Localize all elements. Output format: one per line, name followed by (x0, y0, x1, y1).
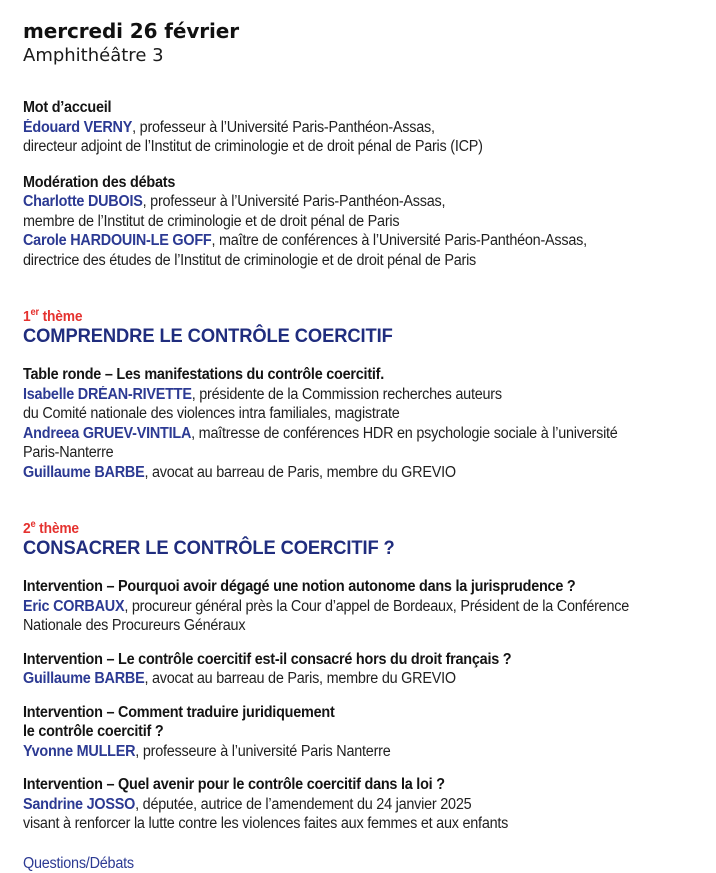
moderator-line (23, 192, 653, 212)
speaker-role-continued: visant à renforcer la lutte contre les violences faites aux femmes et aux enfants (23, 814, 653, 834)
panelist-name: Isabelle DRÉAN-RIVETTE (23, 386, 192, 403)
intervention-label: Intervention – Pourquoi avoir dégagé une notion autonome dans la jurisprudence ? (23, 577, 653, 597)
moderator-role: , professeur à l’Université Paris-Panthéon-Assas, (143, 193, 446, 210)
speaker-role: , professeur à l’Université Paris-Panthéon-Assas, (132, 119, 435, 136)
section-label-moderation: Modération des débats (23, 173, 653, 193)
theme-title-1: COMPRENDRE LE CONTRÔLE COERCITIF (23, 325, 659, 347)
panelist-name: Andreea GRUEV-VINTILA (23, 425, 191, 442)
intervention-label: Intervention – Comment traduire juridiquement (23, 703, 653, 723)
speaker-line (23, 669, 653, 689)
spacer (23, 347, 700, 365)
moderator-line (23, 231, 653, 251)
speaker-role-continued: directeur adjoint de l’Institut de criminologie et de droit pénal de Paris (ICP) (23, 137, 653, 157)
speaker-name: Sandrine JOSSO (23, 796, 135, 813)
panelist-line (23, 385, 653, 405)
panelist-role: , maîtresse de conférences HDR en psychologie sociale à l’université (191, 425, 617, 442)
moderator-role: , maître de conférences à l’Université Paris-Panthéon-Assas, (211, 232, 586, 249)
theme-number: 2 (23, 520, 31, 537)
panelist-role: , présidente de la Commission recherches auteurs (192, 386, 502, 403)
theme-kicker-1 (23, 308, 646, 325)
spacer (23, 498, 700, 520)
section-intervention (23, 650, 700, 689)
panelist-name: Guillaume BARBE (23, 464, 144, 481)
section-intervention (23, 775, 700, 834)
theme-title-2: CONSACRER LE CONTRÔLE COERCITIF ? (23, 537, 659, 559)
speaker-name: Guillaume BARBE (23, 670, 144, 687)
theme-heading-2 (23, 520, 700, 559)
speaker-name: Eric CORBAUX (23, 598, 124, 615)
section-intervention (23, 577, 700, 636)
speaker-line (23, 597, 653, 617)
panelist-role: , avocat au barreau de Paris, membre du GREVIO (144, 464, 455, 481)
theme-number: 1 (23, 308, 31, 325)
section-intervention (23, 703, 700, 762)
venue-subtitle: Amphithéâtre 3 (23, 44, 700, 68)
panelist-role-continued: du Comité nationale des violences intra familiales, magistrate (23, 404, 653, 424)
page-title: mercredi 26 février (23, 18, 700, 44)
speaker-line (23, 742, 653, 762)
section-moderation (23, 173, 700, 271)
intervention-label: Intervention – Quel avenir pour le contrôle coercitif dans la loi ? (23, 775, 653, 795)
moderator-role-continued: directrice des études de l’Institut de criminologie et de droit pénal de Paris (23, 251, 653, 271)
intervention-label: Intervention – Le contrôle coercitif est-il consacré hors du droit français ? (23, 650, 653, 670)
speaker-role: , avocat au barreau de Paris, membre du GREVIO (144, 670, 455, 687)
moderator-role-continued: membre de l’Institut de criminologie et de droit pénal de Paris (23, 212, 653, 232)
session-label: Table ronde – Les manifestations du contrôle coercitif. (23, 365, 653, 385)
intervention-label-continued: le contrôle coercitif ? (23, 722, 653, 742)
theme-ordinal-suffix: e (31, 519, 36, 530)
speaker-role: , députée, autrice de l’amendement du 24 janvier 2025 (135, 796, 471, 813)
theme-kicker-2 (23, 520, 646, 537)
theme-heading-1 (23, 308, 700, 347)
speaker-role: , professeure à l’université Paris Nanterre (135, 743, 390, 760)
speaker-role: , procureur général près la Cour d’appel de Bordeaux, Président de la Conférence (124, 598, 629, 615)
speaker-line (23, 795, 653, 815)
panelist-line (23, 424, 653, 444)
theme-ordinal-suffix: er (31, 307, 39, 318)
panelist-line (23, 463, 653, 483)
speaker-name: Yvonne MULLER (23, 743, 135, 760)
speaker-role-continued: Nationale des Procureurs Généraux (23, 616, 653, 636)
document-header (23, 18, 700, 68)
speaker-name: Édouard VERNY (23, 119, 132, 136)
spacer (23, 286, 700, 308)
moderator-name: Charlotte DUBOIS (23, 193, 143, 210)
speaker-line (23, 118, 653, 138)
moderator-name: Carole HARDOUIN-LE GOFF (23, 232, 211, 249)
theme-word: thème (39, 308, 82, 325)
spacer (23, 559, 700, 577)
section-label-welcome: Mot d’accueil (23, 98, 653, 118)
section-table-ronde (23, 365, 700, 482)
panelist-role-continued: Paris-Nanterre (23, 443, 653, 463)
section-mot-daccueil (23, 98, 700, 157)
questions-debats-label: Questions/Débats (23, 854, 653, 873)
theme-word: thème (36, 520, 79, 537)
